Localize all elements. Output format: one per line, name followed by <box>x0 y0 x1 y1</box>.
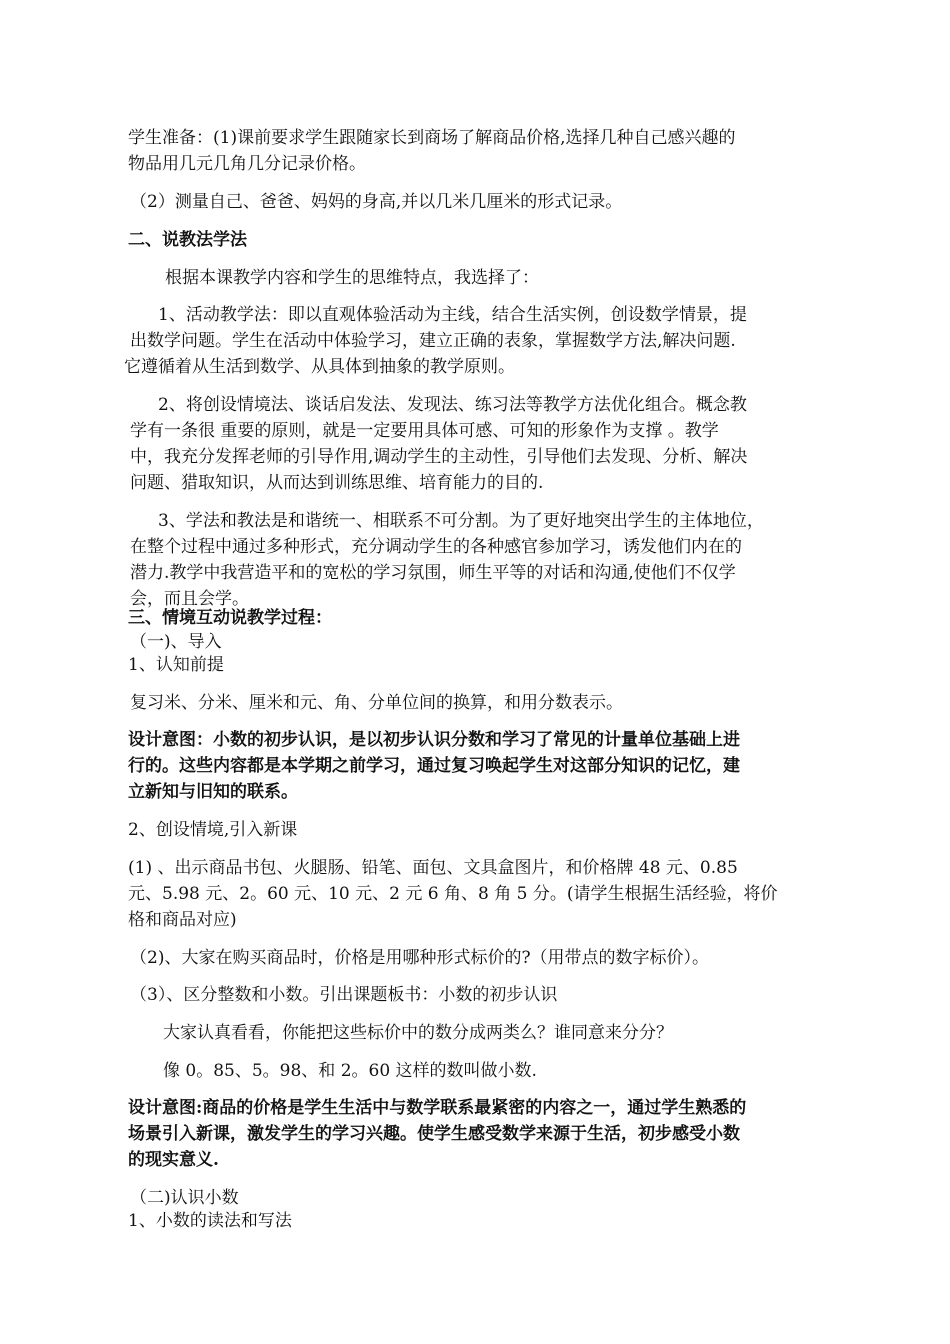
method-3-line-3: 潜力.教学中我营造平和的宽松的学习氛围，师生平等的对话和沟通,使他们不仅学 <box>130 563 736 583</box>
method-3-line-2: 在整个过程中通过多种形式，充分调动学生的各种感官参加学习，诱发他们内在的 <box>130 537 742 557</box>
design-intent-1-line-1: 设计意图：小数的初步认识，是以初步认识分数和学习了常见的计量单位基础上进 <box>128 730 740 750</box>
method-2-line-1: 2、将创设情境法、谈话启发法、发现法、练习法等教学方法优化组合。概念教 <box>158 395 747 415</box>
part-1-heading: （一)、导入 <box>130 632 222 652</box>
design-intent-2-line-2: 场景引入新课，激发学生的学习兴趣。使学生感受数学来源于生活，初步感受小数 <box>128 1124 740 1144</box>
prep-line-3: （2）测量自己、爸爸、妈妈的身高,并以几米几厘米的形式记录。 <box>130 192 623 212</box>
method-2-line-4: 问题、猎取知识，从而达到训练思维、培育能力的目的. <box>130 473 544 493</box>
section-3-heading: 三、情境互动说教学过程： <box>128 608 332 628</box>
item-1-heading: 1、认知前提 <box>128 655 224 675</box>
part-2-heading: （二)认识小数 <box>130 1188 239 1208</box>
step-1-line-2: 元、5.98 元、2。60 元、10 元、2 元 6 角、8 角 5 分。(请学生根据生活经验，将价 <box>128 884 778 904</box>
step-3-text: （3）、区分整数和小数。引出课题板书：小数的初步认识 <box>130 985 558 1005</box>
design-intent-1-line-2: 行的。这些内容都是本学期之前学习，通过复习唤起学生对这部分知识的记忆，建 <box>128 756 740 776</box>
step-2-text: （2)、大家在购买商品时，价格是用哪种形式标价的?（用带点的数字标价）。 <box>130 948 710 968</box>
method-3-line-4: 会，而且会学。 <box>130 589 249 609</box>
step-1-line-1: (1) 、出示商品书包、火腿肠、铅笔、面包、文具盒图片，和价格牌 48 元、0.85 <box>128 858 738 878</box>
design-intent-2-line-3: 的现实意义. <box>128 1150 219 1170</box>
step-3-question: 大家认真看看，你能把这些标价中的数分成两类么？谁同意来分分？ <box>163 1023 673 1043</box>
design-intent-1-line-3: 立新知与旧知的联系。 <box>128 782 298 802</box>
item-2-heading: 2、创设情境,引入新课 <box>128 820 298 840</box>
step-3-definition: 像 0。85、5。98、和 2。60 这样的数叫做小数. <box>163 1061 537 1081</box>
section-2-intro: 根据本课教学内容和学生的思维特点，我选择了： <box>165 268 539 288</box>
prep-line-2: 物品用几元几角几分记录价格。 <box>128 154 366 174</box>
prep-line-1: 学生准备：(1)课前要求学生跟随家长到商场了解商品价格,选择几种自己感兴趣的 <box>128 128 736 148</box>
review-text: 复习米、分米、厘米和元、角、分单位间的换算，和用分数表示。 <box>130 693 623 713</box>
method-1-line-2: 出数学问题。学生在活动中体验学习，建立正确的表象，掌握数学方法,解决问题. <box>130 331 736 351</box>
method-3-line-1: 3、学法和教法是和谐统一、相联系不可分割。为了更好地突出学生的主体地位， <box>158 511 764 531</box>
method-2-line-3: 中，我充分发挥老师的引导作用,调动学生的主动性，引导他们去发现、分析、解决 <box>130 447 748 467</box>
method-2-line-2: 学有一条很 重要的原则，就是一定要用具体可感、可知的形象作为支撑 。教学 <box>130 421 719 441</box>
method-1-line-1: 1、活动教学法：即以直观体验活动为主线，结合生活实例，创设数学情景，提 <box>158 305 747 325</box>
method-1-line-3: 它遵循着从生活到数学、从具体到抽象的教学原则。 <box>124 357 515 377</box>
item-3-heading: 1、小数的读法和写法 <box>128 1211 292 1231</box>
section-2-heading: 二、说教法学法 <box>128 230 247 250</box>
design-intent-2-line-1: 设计意图:商品的价格是学生生活中与数学联系最紧密的内容之一，通过学生熟悉的 <box>128 1098 747 1118</box>
step-1-line-3: 格和商品对应) <box>128 910 237 930</box>
